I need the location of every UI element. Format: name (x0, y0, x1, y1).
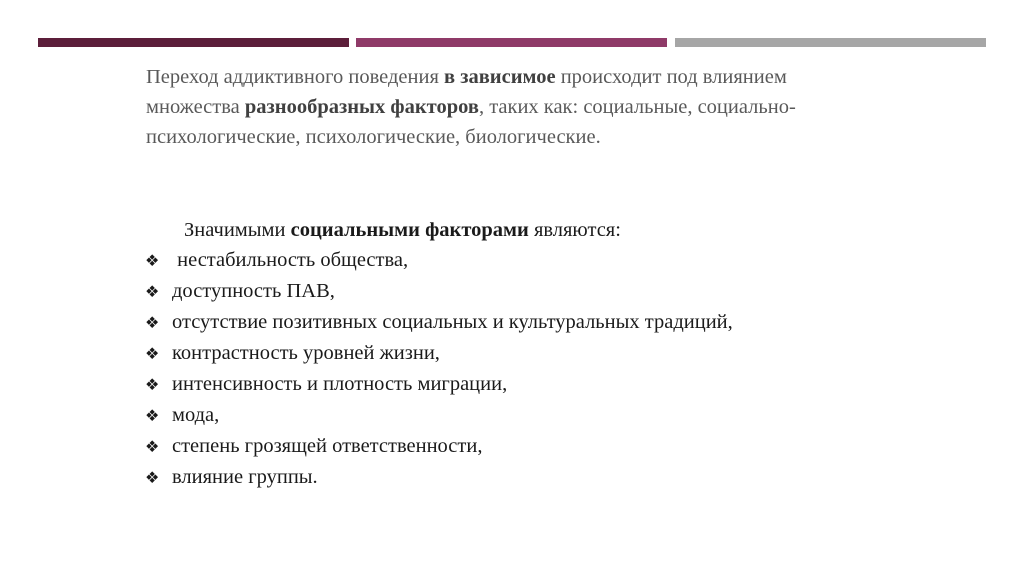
lead-text-1: Значимыми (184, 219, 291, 241)
intro-bold-1: в зависимое (444, 66, 556, 88)
list-item-text: нестабильность общества, (172, 249, 409, 271)
list-item (145, 276, 733, 307)
diamond-bullet-icon: ❖ (145, 313, 160, 332)
list-item-text: степень грозящей ответственности, (172, 435, 483, 457)
intro-bold-2: разнообразных факторов (244, 96, 479, 118)
lead-bold: социальными факторами (290, 219, 529, 241)
list-item (145, 245, 733, 276)
diamond-bullet-icon: ❖ (145, 375, 160, 394)
list-item (145, 338, 733, 369)
list-item-text: мода, (172, 404, 220, 426)
list-item-text: отсутствие позитивных социальных и культуральных традиций, (172, 311, 733, 333)
list-item (145, 462, 733, 493)
header-bar-middle (356, 38, 667, 47)
list-item (145, 369, 733, 400)
list-item (145, 400, 733, 431)
lead-text-2: являются: (528, 219, 621, 241)
diamond-bullet-icon: ❖ (145, 251, 160, 270)
list-item-text: контрастность уровней жизни, (172, 342, 440, 364)
list-item (145, 307, 733, 338)
intro-paragraph (146, 62, 866, 152)
diamond-bullet-icon: ❖ (145, 344, 160, 363)
intro-text-2: происходит под влиянием множества (146, 66, 787, 118)
diamond-bullet-icon: ❖ (145, 282, 160, 301)
diamond-bullet-icon: ❖ (145, 468, 160, 487)
social-factors-list (145, 245, 733, 493)
diamond-bullet-icon: ❖ (145, 437, 160, 456)
header-bar-right (675, 38, 986, 47)
intro-text-1: Переход аддиктивного поведения (146, 66, 445, 88)
list-item-text: влияние группы. (172, 466, 318, 488)
list-item-text: интенсивность и плотность миграции, (172, 373, 508, 395)
header-bar-left (38, 38, 349, 47)
diamond-bullet-icon: ❖ (145, 406, 160, 425)
list-item-text: доступность ПАВ, (172, 280, 335, 302)
social-factors-heading (184, 215, 621, 245)
intro-text-3: , таких как: социальные, социально-психологические, психологические, биологические. (146, 96, 796, 148)
list-item (145, 431, 733, 462)
